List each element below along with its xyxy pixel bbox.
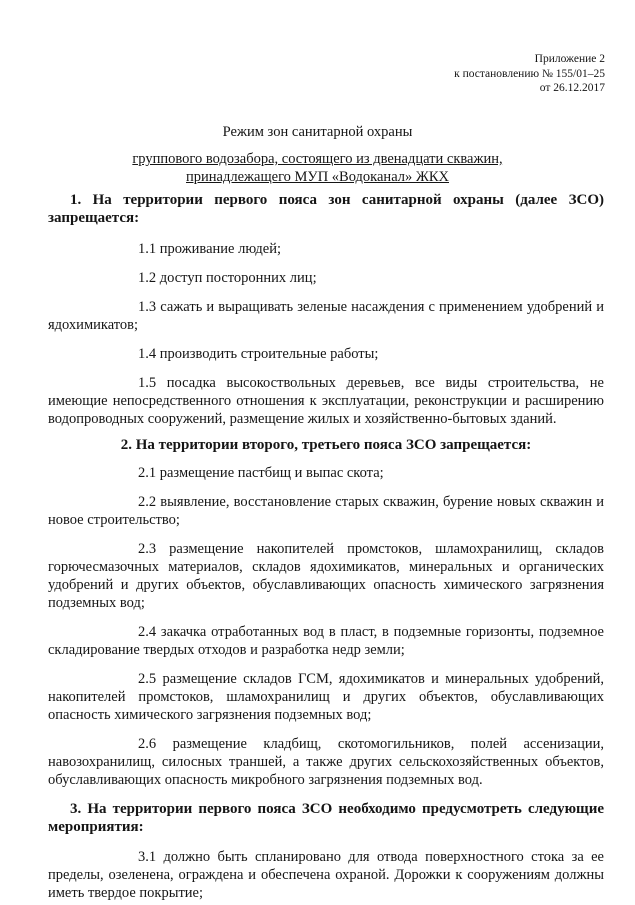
clause-1-5: 1.5 посадка высокоствольных деревьев, все виды строительства, не имеющие непосредственного отношения к эксплуатации, реконструкции и расширению водопроводных сооружений, размещение жилых и хозяйственно-бытовых зданий. xyxy=(48,375,604,427)
subtitle-line-2: принадлежащего МУП «Водоканал» ЖКХ xyxy=(186,169,449,185)
clause-3-1: 3.1 должно быть спланировано для отвода поверхностного стока за ее пределы, озеленена, ограждена и обеспечена охраной. Дорожки к сооружениям должны иметь твердое покрытие; xyxy=(48,849,604,901)
clause-1-1: 1.1 проживание людей; xyxy=(138,241,282,257)
appendix-resolution: к постановлению № 155/01–25 xyxy=(454,67,605,80)
appendix-reference xyxy=(454,52,605,96)
clause-1-3: 1.3 сажать и выращивать зеленые насаждения с применением удобрений и ядохимикатов; xyxy=(48,299,604,333)
clause-1-4: 1.4 производить строительные работы; xyxy=(138,346,379,362)
document-body xyxy=(48,191,604,902)
appendix-date: от 26.12.2017 xyxy=(539,82,605,94)
section-1-heading: 1. На территории первого пояса зон санитарной охраны (далее ЗСО) запрещается: xyxy=(48,192,604,226)
section-3-heading: 3. На территории первого пояса ЗСО необходимо предусмотреть следующие мероприятия: xyxy=(48,801,604,835)
document-subtitle xyxy=(0,150,635,186)
section-2-heading: 2. На территории второго, третьего пояса ЗСО запрещается: xyxy=(120,437,532,453)
clause-2-4: 2.4 закачка отработанных вод в пласт, в подземные горизонты, подземное складирование твердых отходов и разработка недр земли; xyxy=(48,624,604,658)
clause-2-6: 2.6 размещение кладбищ, скотомогильников, полей ассенизации, навозохранилищ, силосных траншей, а также других сельскохозяйственных объектов, обуславливающих опасность микробного загрязнения подземных вод. xyxy=(48,736,604,788)
clause-2-1: 2.1 размещение пастбищ и выпас скота; xyxy=(138,465,384,481)
clause-2-5: 2.5 размещение складов ГСМ, ядохимикатов и минеральных удобрений, накопителей промстоков, шламохранилищ и других объектов, обуславливающих опасность химического загрязнения подземных вод; xyxy=(48,671,604,723)
clause-2-2: 2.2 выявление, восстановление старых скважин, бурение новых скважин и новое строительство; xyxy=(48,494,604,528)
clause-2-3: 2.3 размещение накопителей промстоков, шламохранилищ, складов горючесмазочных материалов, складов ядохимикатов, минеральных и органических удобрений и других объектов, обуславливающих опасность химического загрязнения подземных вод; xyxy=(48,541,604,611)
appendix-number: Приложение 2 xyxy=(534,53,605,65)
subtitle-line-1: группового водозабора, состоящего из двенадцати скважин, xyxy=(132,151,503,167)
document-title: Режим зон санитарной охраны xyxy=(222,124,413,140)
clause-1-2: 1.2 доступ посторонних лиц; xyxy=(138,270,317,286)
